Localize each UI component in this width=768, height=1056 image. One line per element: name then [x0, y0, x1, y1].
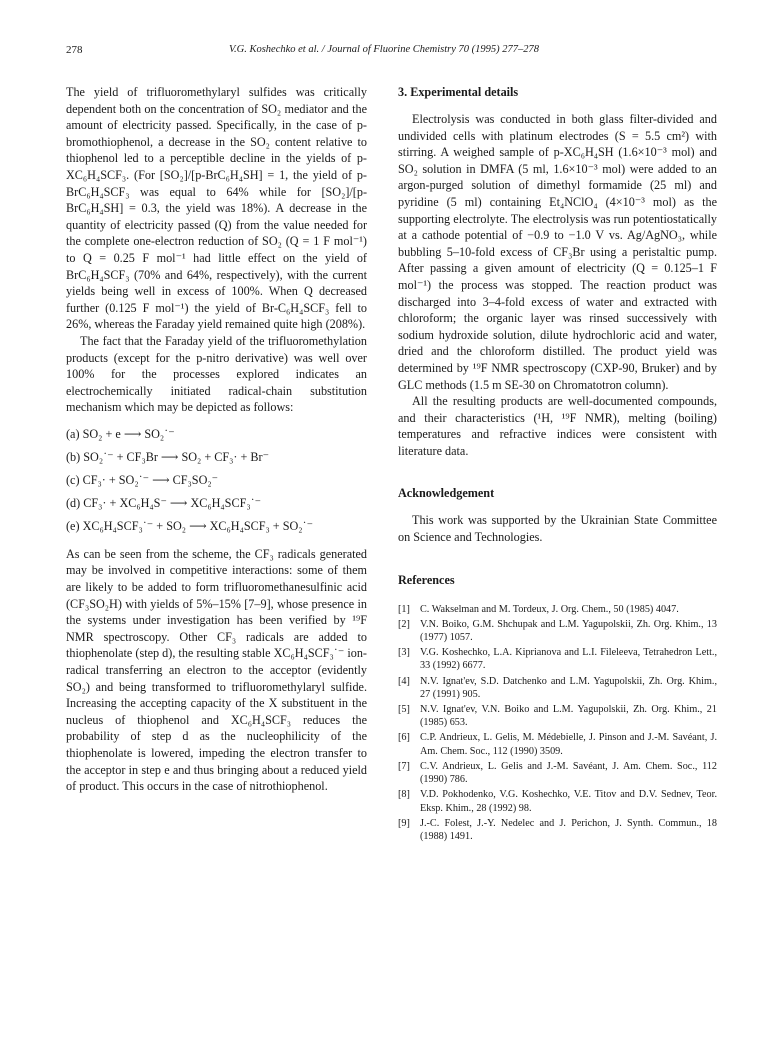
- reference-text: N.V. Ignat'ev, V.N. Boiko and L.M. Yagupolskii, Zh. Org. Khim., 21 (1985) 653.: [420, 704, 717, 729]
- acknowledgement-heading: Acknowledgement: [398, 486, 495, 501]
- reference-number: [8]: [398, 789, 410, 801]
- results-paragraph-3: As can be seen from the scheme, the CF₃ radicals generated may be involved in competitive interactions: some of them are likely to be added to form trifluoromethanesulfinic acid (CF₃SO₂H) with yields of 5%–15% [7–9], whose presence in the systems under investigation has been verified by ¹⁹F NMR spectroscopy. Other CF₃ radicals are added to thiophenolate (step d), the resulting stable XC₆H₄SCF₃˙⁻ ion-radical transferring an electron to the acceptor (evidently SO₂) and being transformed to trifluoromethylaryl sulfide. Increasing the accepting capacity of the X substituent in the nucleus of thiophenol and XC₆H₄SCF₃ reduces the probability of step d as the nucleophilicity of the thiophenolate is lowered, impeding the electron transfer to the acceptor in step e and thus bringing about a reduced yield of product. This occurs in the case of nitrothiophenol.: [66, 546, 367, 794]
- reference-number: [2]: [398, 618, 410, 630]
- reference-number: [6]: [398, 732, 410, 744]
- reference-text: J.-C. Folest, J.-Y. Nedelec and J. Perichon, J. Synth. Commun., 18 (1988) 1491.: [420, 817, 717, 842]
- acknowledgement-text: This work was supported by the Ukrainian State Committee on Science and Technologies.: [398, 513, 717, 545]
- experimental-paragraph-1: Electrolysis was conducted in both glass filter-divided and undivided cells with platinum electrodes (S = 5.5 cm²) with stirring. A weighed sample of p-XC₆H₄SH (1.6×10⁻³ mol) and SO₂ solution in DMFA (5 ml, 1.6×10⁻³ mol) were added to an argon-purged solution of dimethyl formamide (25 ml) and pyridine (5 ml) containing Et₄NClO₄ (4×10⁻³ mol) as the supporting electrolyte. The electrolysis was run potentiostatically at a cathode potential of −0.9 to −1.0 V vs. Ag/AgNO₃, while bubbling 5–10-fold excess of CF₃Br using a peristaltic pump. After passing a given amount of electricity (Q = 0.125–1 F mol⁻¹) the process was stopped. The reaction product was discharged into 3–4-fold excess of water and extracted with chloroform; the organic layer was rinsed successively with sodium hydroxide solution, dilute hydrochloric acid and water, dried and the chloroform distilled. The product yield was determined by ¹⁹F NMR spectroscopy (CXP-90, Bruker) and by GLC methods (1.5 m SE-30 on Chromatotron column).: [398, 112, 717, 392]
- reference-number: [1]: [398, 603, 410, 615]
- reference-item: [398, 760, 717, 786]
- reference-text: V.D. Pokhodenko, V.G. Koshechko, V.E. Titov and D.V. Sednev, Teor. Eksp. Khim., 28 (1992) 98.: [420, 789, 717, 814]
- reference-text: V.G. Koshechko, L.A. Kiprianova and L.I. Fileleeva, Tetrahedron Lett., 33 (1992) 6677.: [420, 647, 717, 672]
- reference-item: [398, 646, 717, 672]
- reference-item: [398, 603, 717, 616]
- results-paragraph-1: The yield of trifluoromethylaryl sulfides was critically dependent both on the concentration of SO₂ mediator and the amount of electricity passed. Specifically, in the case of p-bromothiophenol, a decrease in the SO₂ content relative to thiophenol led to a perceptible decline in the yields of p-XC₆H₄SCF₃. (For [SO₂]/[p-BrC₆H₄SH] = 1, the yield of p-BrC₆H₄SCF₃ was equal to 64% while for [SO₂]/[p-BrC₆H₄SH] = 0.3, the yield was 18%). A decrease in the quantity of electricity passed (Q) from the value needed for the complete one-electron reduction of SO₂ (Q = 1 F mol⁻¹) to Q = 0.25 F mol⁻¹ had little effect on the yield of BrC₆H₄SCF₃ (70% and 64%, respectively), with the current yields being well in excess of 100%. When Q decreased further (0.125 F mol⁻¹) the yield of Br-C₆H₄SCF₃ fell to 26%, whereas the Faraday yield remained quite high (208%).: [66, 85, 367, 332]
- reference-text: V.N. Boiko, G.M. Shchupak and L.M. Yagupolskii, Zh. Org. Khim., 13 (1977) 1057.: [420, 618, 717, 644]
- reference-text: N.V. Ignat'ev, S.D. Datchenko and L.M. Yagupolskii, Zh. Org. Khim., 27 (1991) 905.: [420, 675, 717, 700]
- reference-number: [7]: [398, 760, 410, 772]
- reference-number: [3]: [398, 647, 410, 659]
- reference-text: C.P. Andrieux, L. Gelis, M. Médebielle, J. Pinson and J.-M. Savéant, J. Am. Chem. Soc., 112 (1990) 3509.: [420, 732, 717, 757]
- left-column: [66, 84, 367, 795]
- reference-item: [398, 618, 717, 644]
- scheme-step-d: (d) CF₃· + XC₆H₄S⁻ ⟶ XC₆H₄SCF₃˙⁻: [66, 495, 262, 510]
- right-column: [398, 84, 717, 845]
- page-number: 278: [66, 44, 83, 56]
- reference-text: C.V. Andrieux, L. Gelis and J.-M. Savéant, J. Am. Chem. Soc., 112 (1990) 786.: [420, 760, 717, 786]
- reference-item: [398, 703, 717, 729]
- reference-number: [9]: [398, 817, 410, 829]
- reference-text: C. Wakselman and M. Tordeux, J. Org. Chem., 50 (1985) 4047.: [420, 603, 679, 615]
- experimental-heading: 3. Experimental details: [398, 85, 519, 99]
- experimental-paragraph-2: All the resulting products are well-documented compounds, and their characteristics (¹H, ¹⁹F NMR), melting (boiling) temperatures and refractive indices were consistent with literature data.: [398, 394, 717, 458]
- reference-list: [398, 603, 717, 843]
- scheme-step-c: (c) CF₃· + SO₂˙⁻ ⟶ CF₃SO₂⁻: [66, 472, 219, 487]
- reference-item: [398, 788, 717, 814]
- reaction-scheme: [66, 426, 367, 534]
- scheme-step-a: (a) SO₂ + e ⟶ SO₂˙⁻: [66, 426, 175, 441]
- results-paragraph-2: The fact that the Faraday yield of the trifluoromethylation products (except for the p-nitro derivative) was well over 100% for the processes explored indicates an electrochemically initiated radical-chain substitution mechanism which may be depicted as follows:: [66, 333, 367, 415]
- reference-item: [398, 731, 717, 757]
- scheme-step-b: (b) SO₂˙⁻ + CF₃Br ⟶ SO₂ + CF₃· + Br⁻: [66, 449, 270, 464]
- reference-item: [398, 817, 717, 843]
- running-head: V.G. Koshechko et al. / Journal of Fluorine Chemistry 70 (1995) 277–278: [228, 44, 540, 55]
- reference-number: [4]: [398, 675, 410, 687]
- references-heading: References: [398, 572, 455, 587]
- reference-item: [398, 675, 717, 701]
- reference-number: [5]: [398, 704, 410, 716]
- scheme-step-e: (e) XC₆H₄SCF₃˙⁻ + SO₂ ⟶ XC₆H₄SCF₃ + SO₂˙⁻: [66, 518, 314, 533]
